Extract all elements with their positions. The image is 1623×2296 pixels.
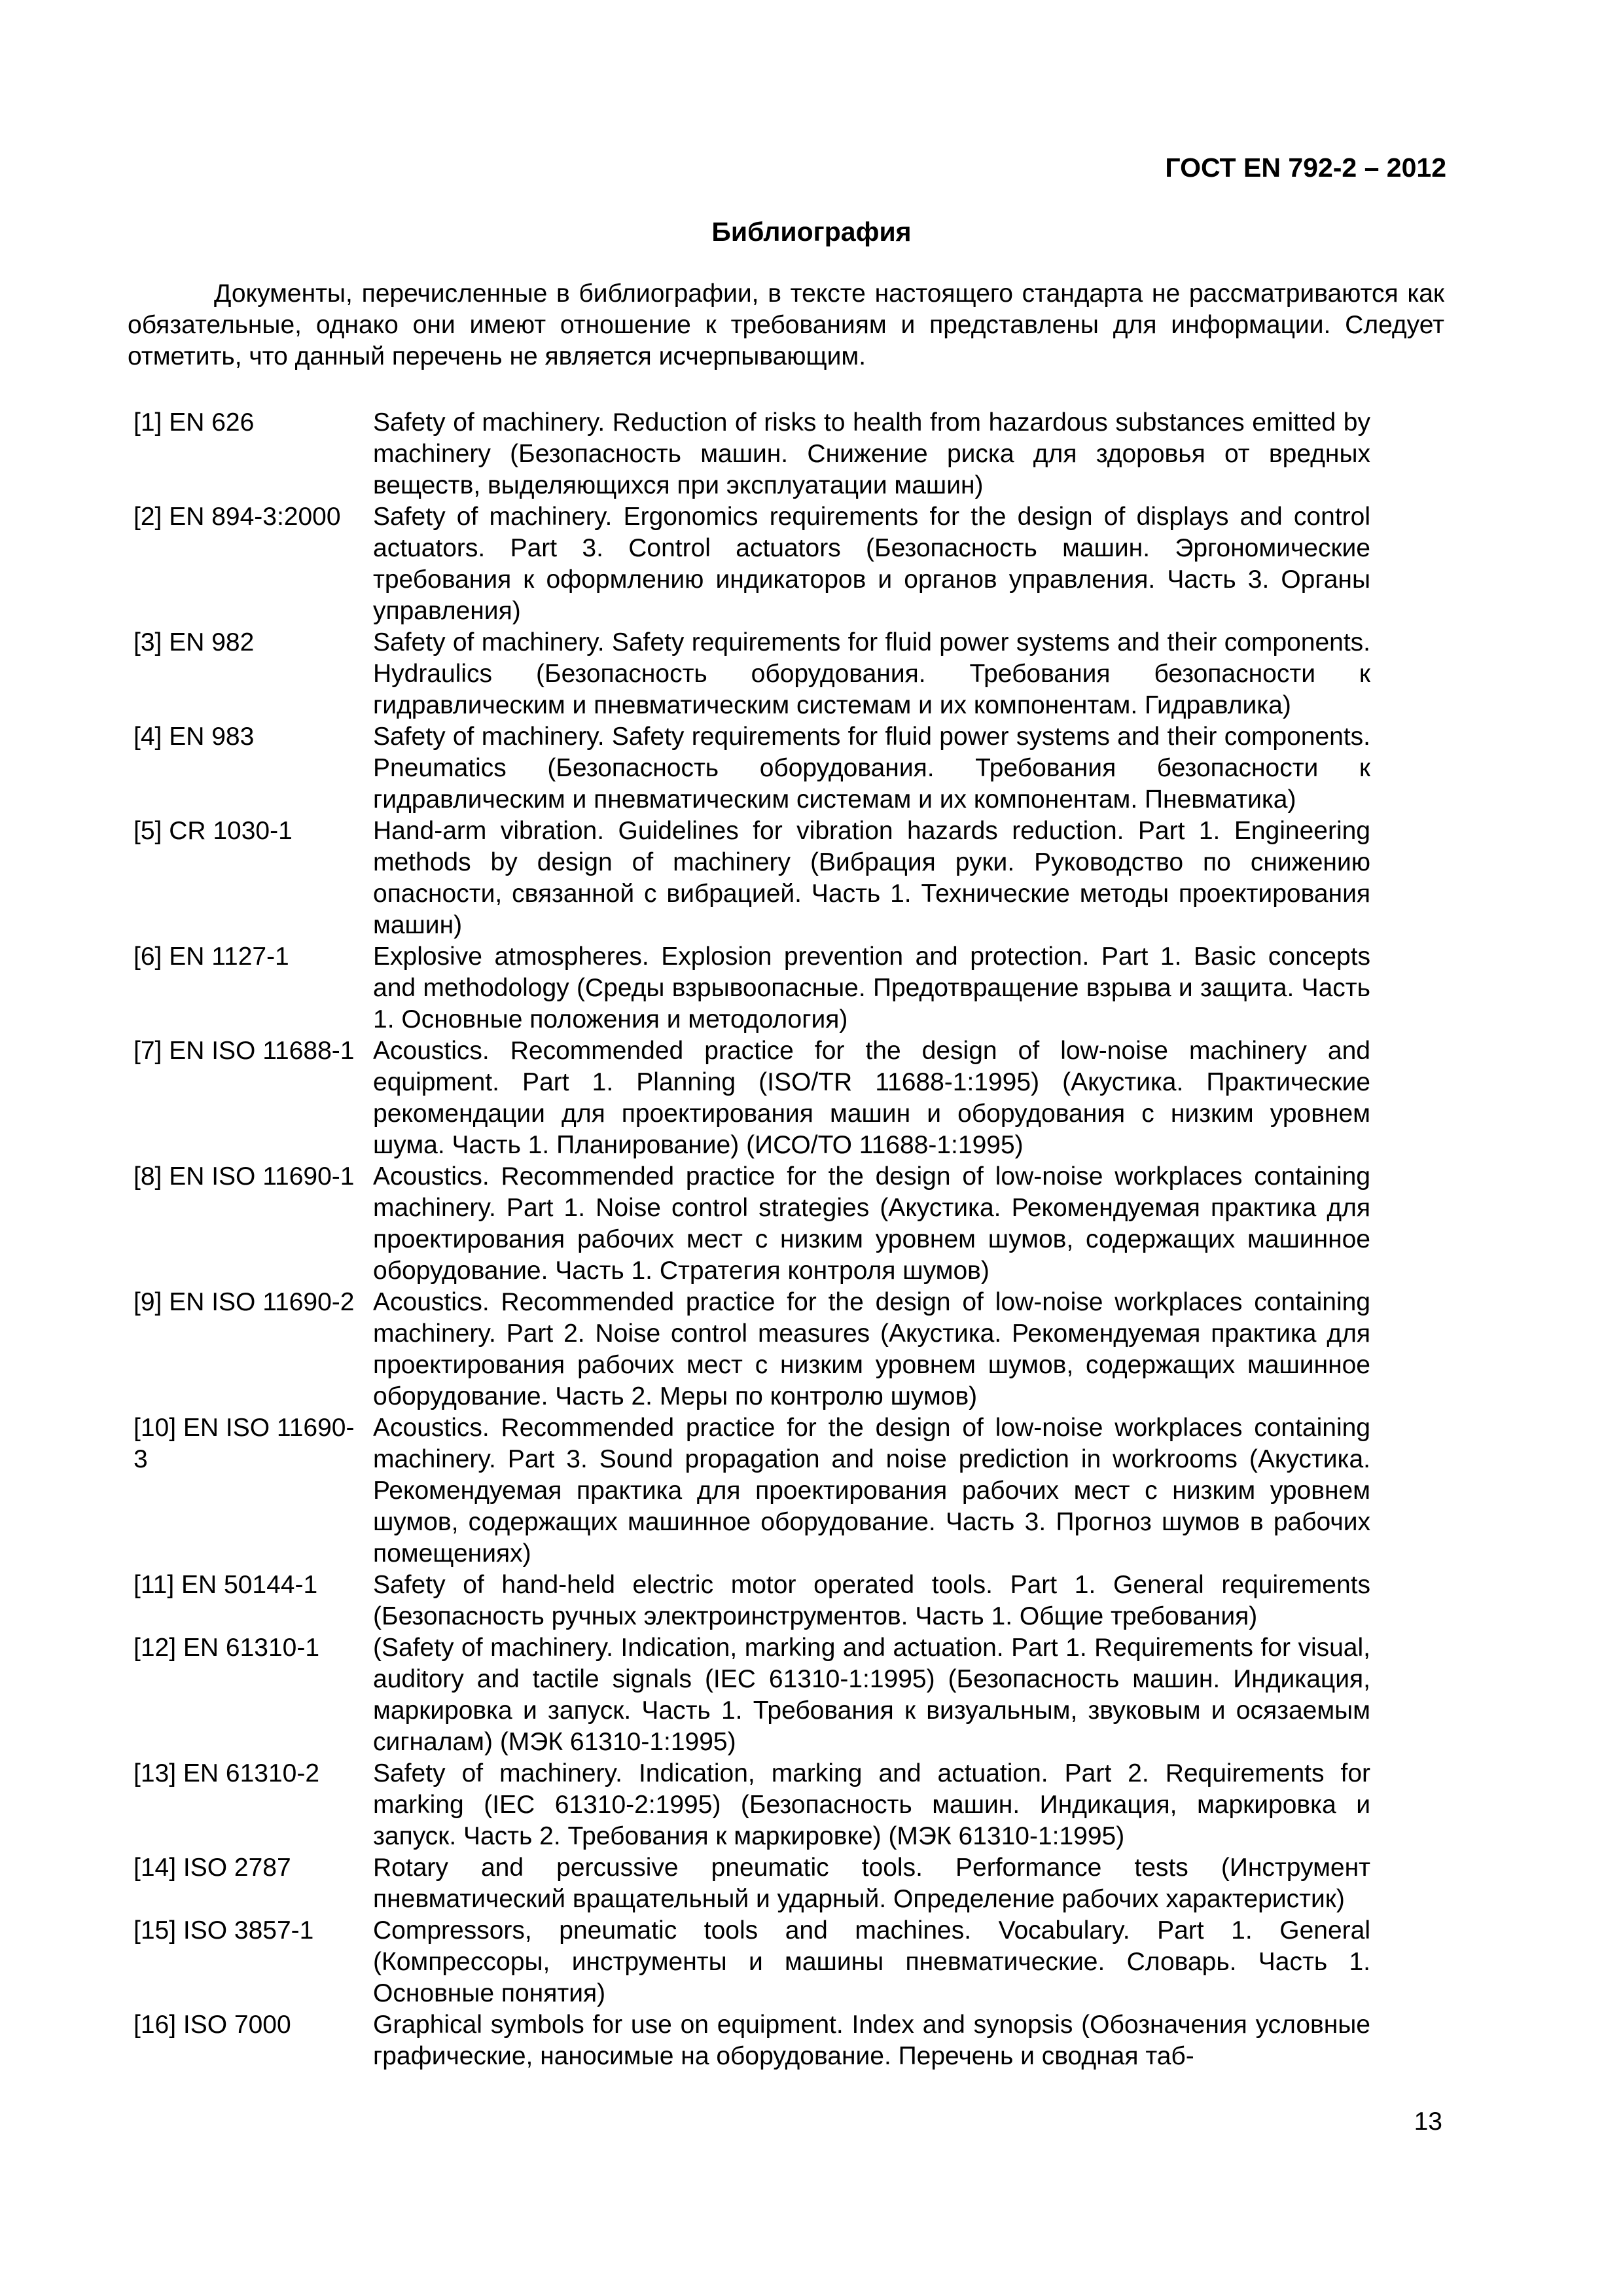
bibliography-title: Safety of machinery. Safety requirements for fluid power systems and their components. Pneumatics (Безопасность оборудования. Требования безопасности к гидравлическим и пневматическим системам и их компонентам. Пневматика) xyxy=(373,723,1370,814)
bibliography-entry xyxy=(134,1915,1420,2009)
bibliography-reference: [10] EN ISO 11690-3 xyxy=(134,1414,355,1473)
bibliography-reference: [7] EN ISO 11688-1 xyxy=(134,1037,355,1065)
bibliography-title: Acoustics. Recommended practice for the design of low-noise workplaces containing machinery. Part 3. Sound propagation and noise prediction in workrooms (Акустика. Рекомендуемая практика для проектирования рабочих мест с низким уровнем шумов, содержащих машинное оборудование. Часть 3. Прогноз шумов в рабочих помещениях) xyxy=(373,1414,1370,1568)
bibliography-reference: [14] ISO 2787 xyxy=(134,1854,291,1882)
bibliography-reference: [16] ISO 7000 xyxy=(134,2011,291,2039)
intro-paragraph: Документы, перечисленные в библиографии, в тексте настоящего стандарта не рассматриваются как обязательные, однако они имеют отношение к требованиям и представлены для информации. Следует отметить, что данный перечень не является исчерпывающим. xyxy=(128,279,1444,370)
standard-code-header: ГОСТ EN 792-2 – 2012 xyxy=(1165,152,1446,183)
page-number: 13 xyxy=(1414,2108,1442,2136)
bibliography-reference: [3] EN 982 xyxy=(134,628,255,656)
bibliography-entry xyxy=(134,816,1420,941)
bibliography-reference: [11] EN 50144-1 xyxy=(134,1571,318,1599)
bibliography-entry xyxy=(134,627,1420,721)
bibliography-entry xyxy=(134,1287,1420,1412)
bibliography-title: Compressors, pneumatic tools and machines. Vocabulary. Part 1. General (Компрессоры, инструменты и машины пневматические. Словарь. Часть 1. Основные понятия) xyxy=(373,1916,1370,2007)
bibliography-title: Acoustics. Recommended practice for the design of low-noise workplaces containing machinery. Part 1. Noise control strategies (Акустика. Рекомендуемая практика для проектирования рабочих мест с низким уровнем шумов, содержащих машинное оборудование. Часть 1. Стратегия контроля шумов) xyxy=(373,1162,1370,1285)
bibliography-title: Explosive atmospheres. Explosion prevention and protection. Part 1. Basic concepts and methodology (Среды взрывоопасные. Предотвращение взрыва и защита. Часть 1. Основные положения и методология) xyxy=(373,942,1370,1033)
bibliography-title: Rotary and percussive pneumatic tools. Performance tests (Инструмент пневматический вращательный и ударный. Определение рабочих характеристик) xyxy=(373,1854,1370,1913)
bibliography-entry xyxy=(134,1161,1420,1287)
bibliography-entry xyxy=(134,1632,1420,1758)
bibliography-title: Acoustics. Recommended practice for the design of low-noise workplaces containing machinery. Part 2. Noise control measures (Акустика. Рекомендуемая практика для проектирования рабочих мест с низким уровнем шумов, содержащих машинное оборудование. Часть 2. Меры по контролю шумов) xyxy=(373,1288,1370,1410)
bibliography-title: Safety of hand-held electric motor operated tools. Part 1. General requirements (Безопасность ручных электроинструментов. Часть 1. Общие требования) xyxy=(373,1571,1370,1630)
bibliography-reference: [1] EN 626 xyxy=(134,408,255,437)
bibliography-reference: [2] EN 894-3:2000 xyxy=(134,503,341,531)
bibliography-entry xyxy=(134,1412,1420,1570)
bibliography-entry xyxy=(134,1852,1420,1915)
bibliography-entry xyxy=(134,941,1420,1035)
bibliography-list xyxy=(134,407,1420,2072)
bibliography-title: (Safety of machinery. Indication, marking and actuation. Part 1. Requirements for visual, auditory and tactile signals (IEC 61310-1:1995) (Безопасность машин. Индикация, маркировка и запуск. Часть 1. Требования к визуальным, звуковым и осязаемым сигналам) (МЭК 61310-1:1995) xyxy=(373,1634,1370,1756)
section-title: Библиография xyxy=(711,217,912,247)
bibliography-title: Safety of machinery. Ergonomics requirements for the design of displays and control actuators. Part 3. Control actuators (Безопасность машин. Эргономические требования к оформлению индикаторов и органов управления. Часть 3. Органы управления) xyxy=(373,503,1370,625)
bibliography-entry xyxy=(134,407,1420,501)
bibliography-reference: [4] EN 983 xyxy=(134,723,255,751)
bibliography-reference: [8] EN ISO 11690-1 xyxy=(134,1162,355,1191)
bibliography-reference: [5] CR 1030-1 xyxy=(134,817,293,845)
bibliography-entry xyxy=(134,1758,1420,1852)
bibliography-entry xyxy=(134,2009,1420,2072)
bibliography-title: Hand-arm vibration. Guidelines for vibration hazards reduction. Part 1. Engineering methods by design of machinery (Вибрация руки. Руководство по снижению опасности, связанной с вибрацией. Часть 1. Технические методы проектирования машин) xyxy=(373,817,1370,939)
bibliography-title: Graphical symbols for use on equipment. Index and synopsis (Обозначения условные графические, наносимые на оборудование. Перечень и сводная таб- xyxy=(373,2011,1370,2070)
bibliography-entry xyxy=(134,501,1420,627)
bibliography-title: Safety of machinery. Reduction of risks to health from hazardous substances emitted by machinery (Безопасность машин. Снижение риска для здоровья от вредных веществ, выделяющихся при эксплуатации машин) xyxy=(373,408,1370,499)
bibliography-reference: [12] EN 61310-1 xyxy=(134,1634,320,1662)
bibliography-title: Safety of machinery. Indication, marking and actuation. Part 2. Requirements for marking (IEC 61310-2:1995) (Безопасность машин. Индикация, маркировка и запуск. Часть 2. Требования к маркировке) (МЭК 61310-1:1995) xyxy=(373,1759,1370,1850)
bibliography-reference: [13] EN 61310-2 xyxy=(134,1759,320,1787)
bibliography-title: Acoustics. Recommended practice for the design of low-noise machinery and equipment. Part 1. Planning (ISO/TR 11688-1:1995) (Акустика. Практические рекомендации для проектирования машин и оборудования с низким уровнем шума. Часть 1. Планирование) (ИСО/ТО 11688-1:1995) xyxy=(373,1037,1370,1159)
bibliography-entry xyxy=(134,1035,1420,1161)
bibliography-entry xyxy=(134,1570,1420,1632)
bibliography-title: Safety of machinery. Safety requirements for fluid power systems and their components. Hydraulics (Безопасность оборудования. Требования безопасности к гидравлическим и пневматическим системам и их компонентам. Гидравлика) xyxy=(373,628,1370,719)
bibliography-entry xyxy=(134,721,1420,816)
bibliography-reference: [9] EN ISO 11690-2 xyxy=(134,1288,355,1316)
bibliography-reference: [15] ISO 3857-1 xyxy=(134,1916,314,1945)
bibliography-reference: [6] EN 1127-1 xyxy=(134,942,289,971)
